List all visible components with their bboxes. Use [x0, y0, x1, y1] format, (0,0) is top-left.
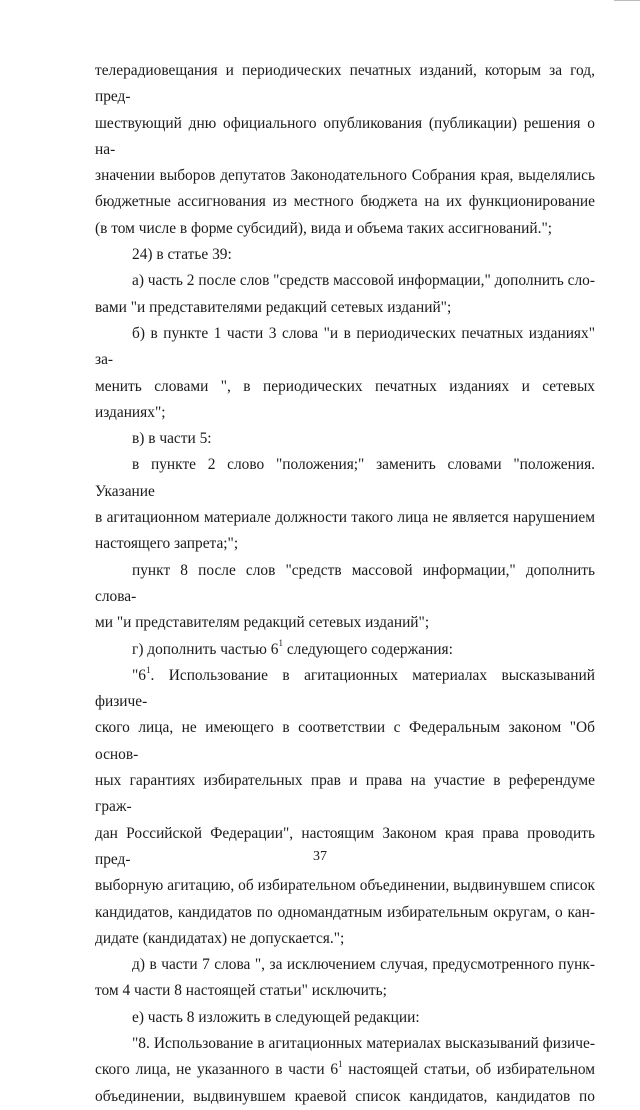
page-number: 37 [313, 849, 327, 864]
text-line: телерадиовещания и периодических печатных изданий, которым за год, пред- [95, 62, 595, 106]
text-line: ных гарантиях избирательных прав и права на участие в референдуме граж- [95, 772, 595, 816]
text-line: вами "и представителями редакций сетевых изданий"; [95, 298, 452, 316]
text-line: настоящего запрета;"; [95, 535, 239, 553]
superscript: 1 [278, 638, 283, 649]
text-line [95, 663, 595, 716]
text-line: в) в части 5: [132, 430, 212, 448]
text-line: (в том числе в форме субсидий), вида и объема таких ассигнований."; [95, 219, 553, 237]
text-line: е) часть 8 изложить в следующей редакции: [132, 1008, 420, 1026]
text-line: объединении, выдвинувшем краевой список кандидатов, кандидатов по [95, 1087, 595, 1105]
superscript: 1 [145, 664, 151, 675]
text-segment: настоящей статьи, об избирательном [342, 1061, 595, 1079]
text-line: бюджетные ассигнования из местного бюджета на их функционирование [95, 193, 595, 211]
text-line: дидате (кандидатах) не допускается."; [95, 929, 345, 947]
text-line: ми "и представителям редакций сетевых изданий"; [95, 614, 430, 632]
text-line: 24) в статье 39: [132, 246, 232, 264]
text-line: том 4 части 8 настоящей статьи" исключить; [95, 982, 387, 1000]
text-line: значении выборов депутатов Законодательного Собрания края, выделялись [95, 167, 595, 185]
text-segment: . Использование в агитационных материалах высказываний физиче- [95, 666, 595, 711]
text-line: кандидатов, кандидатов по одномандатным избирательным округам, о кан- [95, 903, 595, 921]
superscript: 1 [338, 1059, 343, 1070]
document-body [95, 58, 595, 1110]
text-line [95, 637, 595, 663]
text-line: б) в пункте 1 части 3 слова "и в периодических печатных изданиях" за- [95, 324, 595, 369]
text-line: в агитационном материале должности такого лица не является нарушением [95, 509, 595, 527]
text-line: ского лица, не имеющего в соответствии с Федеральным законом "Об основ- [95, 719, 595, 763]
text-segment: следующего содержания: [282, 640, 453, 658]
text-line: дан Российской Федерации", настоящим Законом края права проводить пред- [95, 824, 595, 868]
text-line: "8. Использование в агитационных материалах высказываний физиче- [132, 1034, 595, 1052]
text-line [95, 1057, 595, 1083]
text-line: выборную агитацию, об избирательном объединении, выдвинувшем список [95, 877, 595, 895]
text-segment: ского лица, не указанного в части 6 [95, 1061, 339, 1079]
text-line: шествующий дню официального опубликования (публикации) решения о на- [95, 114, 595, 158]
text-line: д) в части 7 слова ", за исключением случая, предусмотренного пунк- [132, 956, 595, 974]
page-corner-mark [614, 0, 640, 5]
text-line: а) часть 2 после слов "средств массовой информации," дополнить сло- [132, 272, 595, 290]
text-line: пункт 8 после слов "средств массовой информации," дополнить слова- [95, 561, 595, 605]
text-segment: "6 [132, 666, 146, 684]
text-line: в пункте 2 слово "положения;" заменить словами "положения. Указание [95, 456, 595, 500]
text-line: менить словами ", в периодических печатных изданиях и сетевых изданиях"; [95, 377, 595, 421]
text-segment: г) дополнить частью 6 [132, 640, 279, 658]
